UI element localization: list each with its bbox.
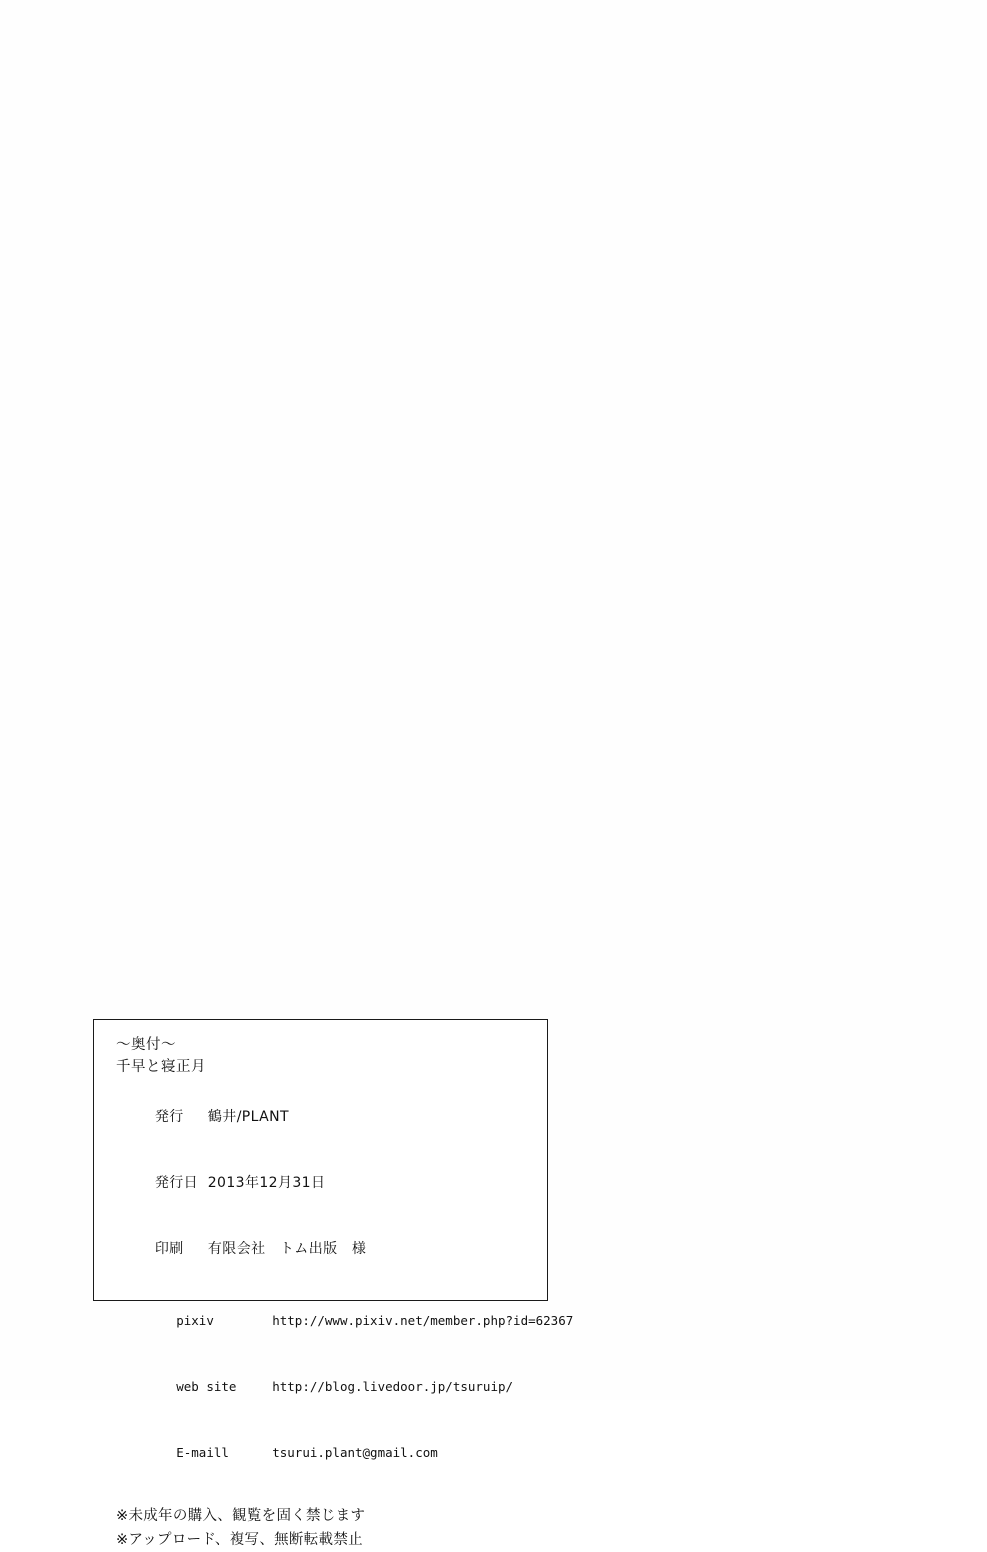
- colophon-link-email[interactable]: [116, 1420, 547, 1486]
- colophon-title: 千早と寝正月: [116, 1059, 206, 1075]
- colophon-row-publisher-label: 発行: [154, 1109, 184, 1125]
- notice-reproduction: ※アップロード、複写、無断転載禁止: [116, 1532, 363, 1548]
- notice-minors: ※未成年の購入、観覧を固く禁じます: [116, 1508, 366, 1524]
- colophon-row-date: [116, 1150, 547, 1216]
- colophon-row-printer-label: 印刷: [154, 1241, 184, 1257]
- colophon-box: [93, 1019, 574, 1548]
- colophon-link-website-key: web site: [176, 1379, 237, 1394]
- colophon-row-publisher-value: 鶴井/PLANT: [207, 1109, 289, 1125]
- colophon-row-printer-value: 有限会社 トム出版 様: [207, 1241, 367, 1257]
- colophon-link-pixiv-key: pixiv: [176, 1313, 214, 1328]
- colophon-link-website-value[interactable]: http://blog.livedoor.jp/tsuruip/: [272, 1379, 514, 1394]
- colophon-row-publisher: [116, 1084, 547, 1150]
- colophon-heading: 〜奥付〜: [116, 1037, 176, 1053]
- colophon-content: [94, 1020, 574, 1552]
- colophon-link-email-value[interactable]: tsurui.plant@gmail.com: [272, 1445, 438, 1460]
- colophon-link-website[interactable]: [116, 1354, 547, 1420]
- colophon-link-pixiv[interactable]: [116, 1288, 574, 1354]
- spacer: [116, 1486, 547, 1504]
- colophon-link-pixiv-value[interactable]: http://www.pixiv.net/member.php?id=62367: [272, 1313, 574, 1328]
- colophon-link-email-key: E-maill: [176, 1445, 229, 1460]
- colophon-row-printer: [116, 1216, 547, 1282]
- colophon-row-date-value: 2013年12月31日: [207, 1175, 326, 1191]
- colophon-row-date-label: 発行日: [154, 1175, 199, 1191]
